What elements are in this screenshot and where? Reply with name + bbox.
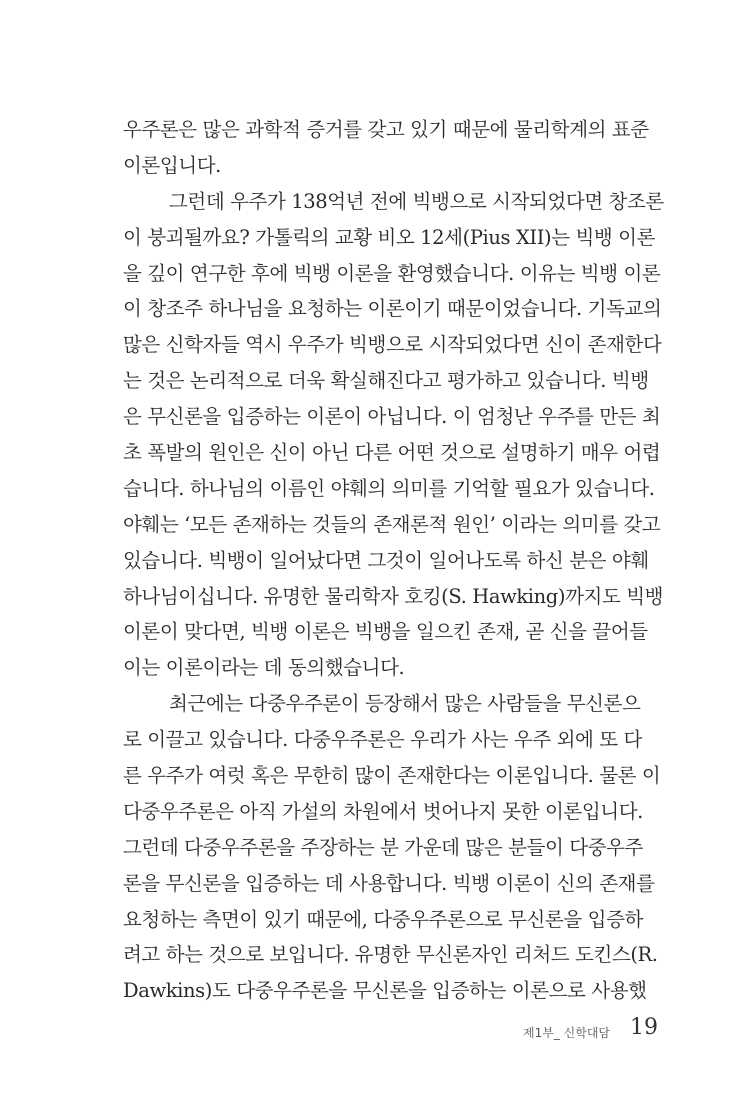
text-line: 그런데 우주가 138억년 전에 빅뱅으로 시작되었다면 창조론 xyxy=(169,189,664,213)
text-line: 야훼는 ‘모든 존재하는 것들의 존재론적 원인’ 이라는 의미를 갖고 xyxy=(123,512,661,536)
text-line: 많은 신학자들 역시 우주가 빅뱅으로 시작되었다면 신이 존재한다 xyxy=(123,333,662,357)
text-line: 습니다. 하나님의 이름인 야훼의 의미를 기억할 필요가 있습니다. xyxy=(123,476,655,500)
text-line: 이 붕괴될까요? 가톨릭의 교황 비오 12세(Pius XII)는 빅뱅 이론 xyxy=(123,225,656,249)
text-line: 요청하는 측면이 있기 때문에, 다중우주론으로 무신론을 입증하 xyxy=(123,907,643,931)
text-line: 로 이끌고 있습니다. 다중우주론은 우리가 사는 우주 외에 또 다 xyxy=(123,728,642,752)
running-footer-section: 제1부_ 신학대담 xyxy=(523,1026,611,1040)
text-line: Dawkins)도 다중우주론을 무신론을 입증하는 이론으로 사용했 xyxy=(123,979,647,1003)
text-line: 을 깊이 연구한 후에 빅뱅 이론을 환영했습니다. 이유는 빅뱅 이론 xyxy=(123,261,661,285)
text-line: 이론이 맞다면, 빅뱅 이론은 빅뱅을 일으킨 존재, 곧 신을 끌어들 xyxy=(123,620,648,644)
text-line: 는 것은 논리적으로 더욱 확실해진다고 평가하고 있습니다. 빅뱅 xyxy=(123,369,649,393)
text-line: 하나님이십니다. 유명한 물리학자 호킹(S. Hawking)까지도 빅뱅 xyxy=(123,584,664,608)
text-line: 초 폭발의 원인은 신이 아닌 다른 어떤 것으로 설명하기 매우 어렵 xyxy=(123,441,661,465)
body-text xyxy=(123,112,664,1009)
text-line: 려고 하는 것으로 보입니다. 유명한 무신론자인 리처드 도킨스(R. xyxy=(123,943,658,967)
text-line: 이 창조주 하나님을 요청하는 이론이기 때문이었습니다. 기독교의 xyxy=(123,297,662,321)
text-line: 론을 무신론을 입증하는 데 사용합니다. 빅뱅 이론이 신의 존재를 xyxy=(123,871,655,895)
text-line: 다중우주론은 아직 가설의 차원에서 벗어나지 못한 이론입니다. xyxy=(123,799,643,823)
text-line: 이론입니다. xyxy=(123,153,221,177)
text-line: 우주론은 많은 과학적 증거를 갖고 있기 때문에 물리학계의 표준 xyxy=(123,118,649,141)
text-line: 른 우주가 여럿 혹은 무한히 많이 존재한다는 이론입니다. 물론 이 xyxy=(123,764,661,788)
text-line: 최근에는 다중우주론이 등장해서 많은 사람들을 무신론으 xyxy=(169,692,641,716)
page-number: 19 xyxy=(630,1015,658,1040)
text-line: 이는 이론이라는 데 동의했습니다. xyxy=(123,656,405,680)
text-line: 은 무신론을 입증하는 이론이 아닙니다. 이 엄청난 우주를 만든 최 xyxy=(123,405,661,429)
text-line: 그런데 다중우주론을 주장하는 분 가운데 많은 분들이 다중우주 xyxy=(123,835,643,859)
text-line: 있습니다. 빅뱅이 일어났다면 그것이 일어나도록 하신 분은 야훼 xyxy=(123,548,649,572)
